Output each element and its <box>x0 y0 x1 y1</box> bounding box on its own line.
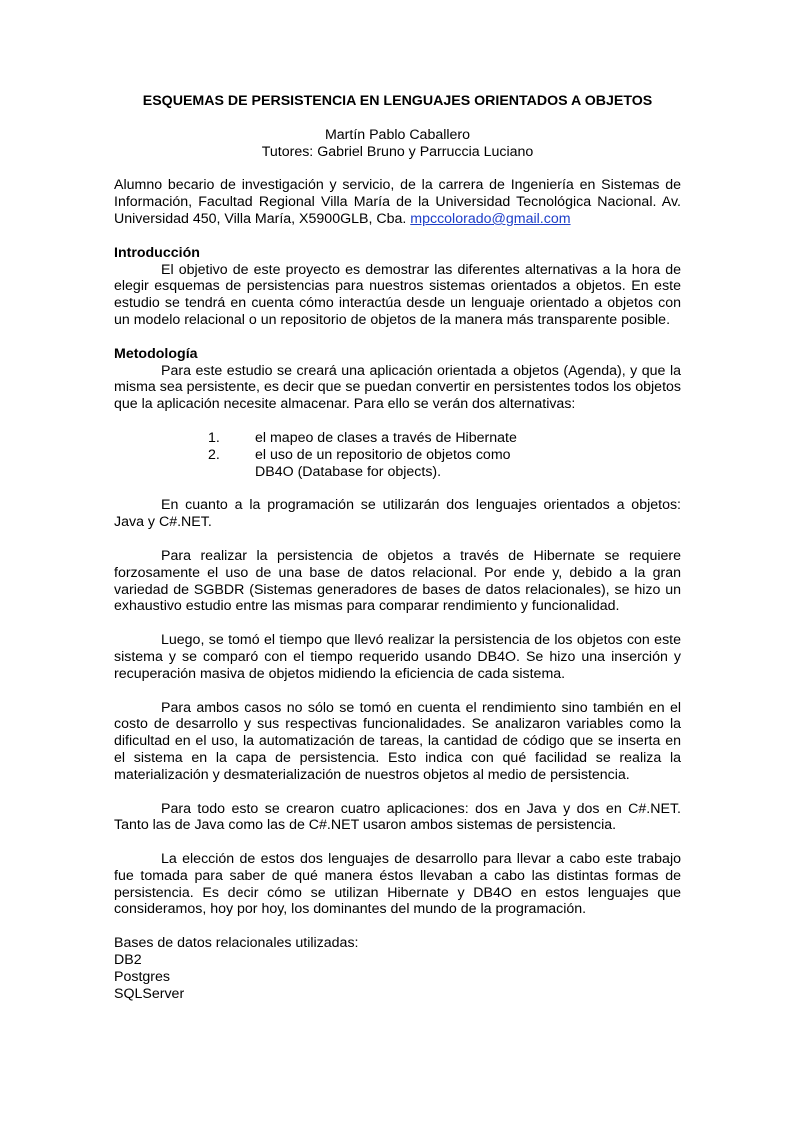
list-item-number: 1. <box>208 429 220 446</box>
email-link[interactable]: mpccolorado@gmail.com <box>410 210 571 227</box>
affiliation-text: Alumno becario de investigación y servicio, de la carrera de Ingeniería en Sistemas de Información, Facultad Regional Villa María de la Universidad Tecnológica Nacional. Av. Universidad 450, Villa María, X5900GLB, Cba. <box>114 177 681 227</box>
affiliation-paragraph <box>114 177 681 227</box>
database-item: Postgres <box>114 968 170 985</box>
alternatives-list <box>114 430 681 480</box>
database-item: SQLServer <box>114 985 185 1002</box>
methodology-paragraph-7: La elección de estos dos lenguajes de desarrollo para llevar a cabo este trabajo fue tomada para saber de qué manera éstos llevaban a cabo las distintas formas de persistencia. Es decir cómo se utilizan Hibernate y DB4O en estos lenguajes que consideramos, hoy por hoy, los dominantes del mundo de la programación. <box>114 851 681 918</box>
methodology-paragraph-4: Luego, se tomó el tiempo que llevó realizar la persistencia de los objetos con este sistema y se comparó con el tiempo requerido usando DB4O. Se hizo una inserción y recuperación masiva de objetos midiendo la eficiencia de cada sistema. <box>114 632 681 682</box>
document-page <box>114 93 681 1002</box>
methodology-paragraph-1: Para este estudio se creará una aplicación orientada a objetos (Agenda), y que la misma sea persistente, es decir que se puedan convertir en persistentes todos los objetos que la aplicación necesite almacenar. Para ello se verán dos alternativas: <box>114 362 681 413</box>
introduction-section <box>114 245 681 329</box>
introduction-paragraph: El objetivo de este proyecto es demostrar las diferentes alternativas a la hora de elegir esquemas de persistencias para nuestros sistemas orientados a objetos. En este estudio se tendrá en cuenta cómo interactúa desde un lenguaje orientado a objetos con un modelo relacional o un repositorio de objetos de la manera más transparente posible. <box>114 261 681 328</box>
methodology-section <box>114 346 681 919</box>
database-item: DB2 <box>114 952 142 969</box>
list-item <box>114 430 540 447</box>
methodology-heading: Metodología <box>114 345 198 362</box>
tutors-line: Tutores: Gabriel Bruno y Parruccia Luciano <box>261 143 534 160</box>
list-item-number: 2. <box>208 446 220 463</box>
author-name: Martín Pablo Caballero <box>324 126 471 143</box>
methodology-paragraph-6: Para todo esto se crearon cuatro aplicaciones: dos en Java y dos en C#.NET. Tanto las de Java como las de C#.NET usaron ambos sistemas de persistencia. <box>114 800 681 834</box>
list-item <box>114 447 540 481</box>
methodology-paragraph-5: Para ambos casos no sólo se tomó en cuenta el rendimiento sino también en el costo de desarrollo y sus respectivas funcionalidades. Se analizaron variables como la dificultad en el uso, la automatización de tareas, la cantidad de código que se inserta en el sistema en la capa de persistencia. Esto indica con qué facilidad se realiza la materialización y desmaterialización de nuestros objetos al medio de persistencia. <box>114 699 681 783</box>
methodology-paragraph-3: Para realizar la persistencia de objetos a través de Hibernate se requiere forzosamente el uso de una base de datos relacional. Por ende y, debido a la gran variedad de SGBDR (Sistemas generadores de bases de datos relacionales), se hizo un exhaustivo estudio entre las mismas para comparar rendimiento y funcionalidad. <box>114 547 681 615</box>
methodology-paragraph-2: En cuanto a la programación se utilizarán dos lenguajes orientados a objetos: Java y C#.NET. <box>114 497 681 531</box>
databases-section <box>114 935 681 1002</box>
databases-label: Bases de datos relacionales utilizadas: <box>114 935 359 952</box>
document-title: ESQUEMAS DE PERSISTENCIA EN LENGUAJES ORIENTADOS A OBJETOS <box>142 93 653 109</box>
list-item-text: el mapeo de clases a través de Hibernate <box>255 429 517 446</box>
list-item-text: el uso de un repositorio de objetos como DB4O (Database for objects). <box>255 446 511 480</box>
introduction-heading: Introducción <box>114 244 200 261</box>
